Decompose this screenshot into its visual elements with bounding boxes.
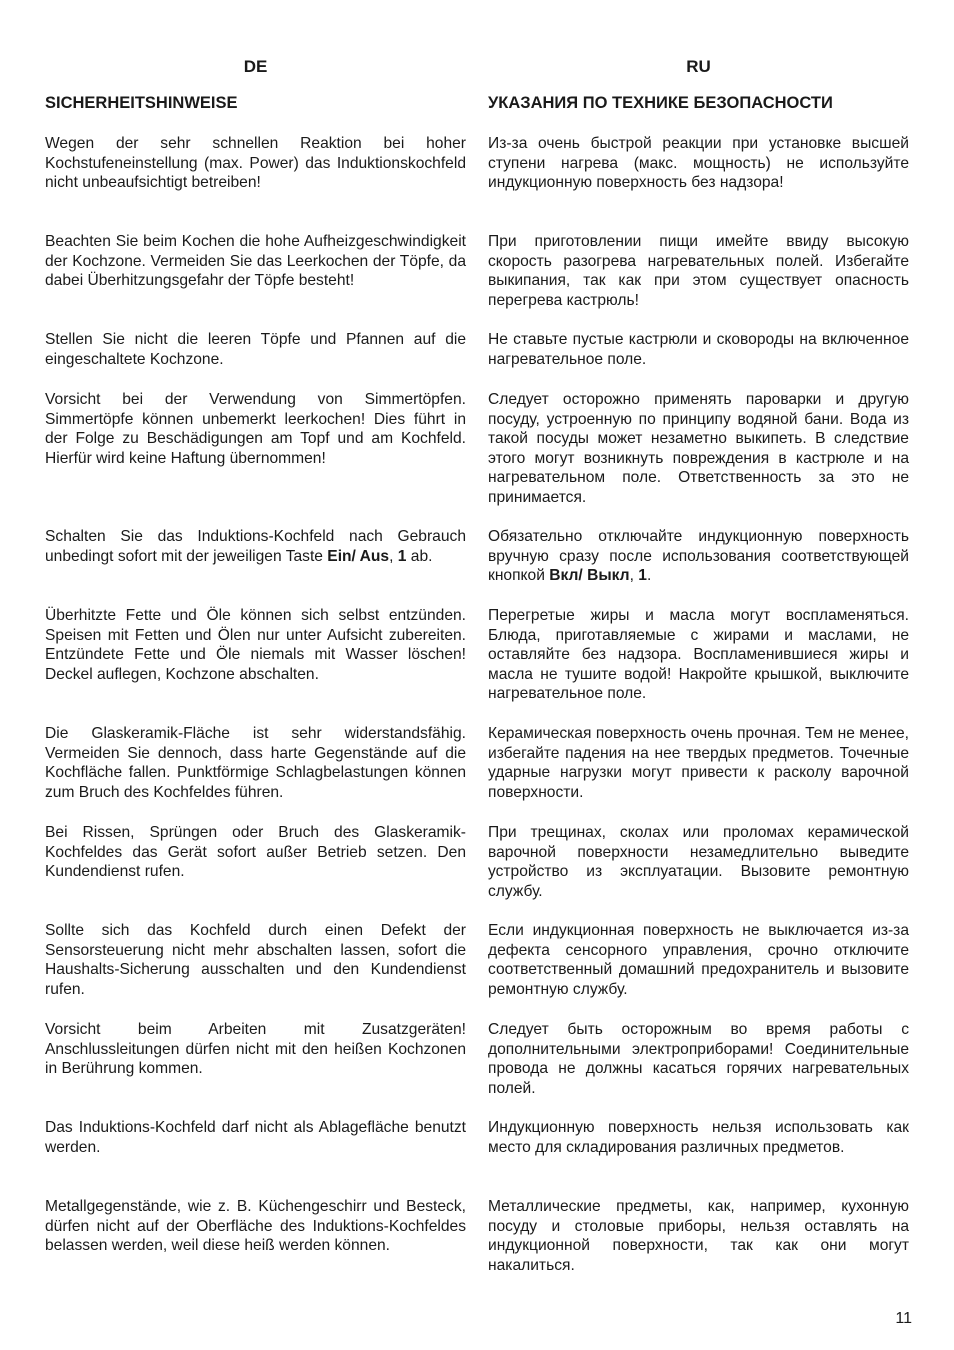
paragraph-de-3: Stellen Sie nicht die leeren Töpfe und Pfannen auf die eingeschaltete Kochzone. (45, 331, 466, 368)
paragraph-de-1: Wegen der sehr schnellen Reaktion bei hoher Kochstufeneinstellung (max. Power) das Induktionskochfeld nicht unbeaufsichtigt betreiben! (45, 135, 466, 192)
paragraph-de-5-text: Schalten Sie das Induktions-Kochfeld nach Gebrauch unbedingt sofort mit der jeweiligen Taste (45, 528, 466, 565)
paragraph-ru-1: Из-за очень быстрой реакции при установке высшей ступени нагрева (макс. мощность) не используйте индукционную поверхность без надзора! (488, 135, 909, 192)
paragraph-de-6: Überhitzte Fette und Öle können sich selbst entzünden. Speisen mit Fetten und Ölen nur unter Aufsicht zubereiten. Entzündete Fette und Öle niemals mit Wasser löschen! Deckel auflegen, Kochzone abschalten. (45, 607, 466, 683)
key-label-on-off-ru: Вкл/ Выкл (549, 567, 630, 585)
paragraph-ru-8: При трещинах, сколах или проломах керамической варочной поверхности незамедлительно выведите устройство из эксплуатации. Вызовите ремонтную службу. (488, 824, 909, 900)
paragraph-ru-5-sep: , (629, 567, 639, 585)
paragraph-de-9: Sollte sich das Kochfeld durch einen Defekt der Sensorsteuerung nicht mehr abschalten lassen, sofort die Haushalts-Sicherung ausschalten und den Kundendienst rufen. (45, 922, 466, 998)
paragraph-de-5-end: ab. (406, 547, 433, 565)
section-heading-de: SICHERHEITSHINWEISE (45, 94, 238, 112)
paragraph-ru-11: Индукционную поверхность нельзя использовать как место для складирования различных предметов. (488, 1119, 909, 1156)
paragraph-de-10: Vorsicht beim Arbeiten mit Zusatzgeräten! Anschlussleitungen dürfen nicht mit den heißen Kochzonen in Berührung kommen. (45, 1021, 466, 1078)
paragraph-de-4: Vorsicht bei der Verwendung von Simmertöpfen. Simmertöpfe können unbemerkt leerkochen! Dies führt in der Folge zu Beschädigungen am Topf und am Kochfeld. Hierfür wird keine Haftung übernommen! (45, 391, 466, 467)
paragraph-ru-5 (488, 527, 909, 586)
key-number-ru: 1 (638, 567, 647, 585)
key-label-on-off-de: Ein/ Aus (327, 547, 390, 565)
paragraph-ru-4: Следует осторожно применять пароварки и другую посуду, устроенную по принципу водяной бани. Вода из такой посуды может незаметно выкипеть. В следствие этого могут возникнуть повреждения в кастрюле и на нагревательном поле. Ответственность за это не принимается. (488, 391, 909, 506)
paragraph-ru-6: Перегретые жиры и масла могут воспламеняться. Блюда, приготавляемые с жирами и маслами, не оставляйте без надзора. Воспламенившиеся жиры и масла не тушите водой! Накройте крышкой, выключите нагревательное поле. (488, 607, 909, 703)
paragraph-ru-5-text: Обязательно отключайте индукционную поверхность вручную сразу после использования соответствующей кнопкой (488, 528, 909, 585)
paragraph-ru-3: Не ставьте пустые кастрюли и сковороды на включенное нагревательное поле. (488, 331, 909, 368)
paragraph-de-11: Das Induktions-Kochfeld darf nicht als Ablagefläche benutzt werden. (45, 1119, 466, 1156)
paragraph-de-5-sep: , (389, 547, 398, 565)
section-heading-ru: УКАЗАНИЯ ПО ТЕХНИКЕ БЕЗОПАСНОСТИ (488, 94, 833, 112)
language-label-ru: RU (686, 57, 711, 76)
paragraph-de-8: Bei Rissen, Sprüngen oder Bruch des Glaskeramik-Kochfeldes das Gerät sofort außer Betrieb setzen. Den Kundendienst rufen. (45, 824, 466, 881)
paragraph-ru-10: Следует быть осторожным во время работы с дополнительными электроприборами! Соединительные провода не должны касаться горячих нагревательных полей. (488, 1021, 909, 1097)
paragraph-de-5 (45, 527, 466, 566)
paragraph-ru-9: Если индукционная поверхность не выключается из-за дефекта сенсорного управления, срочно отключите соответственный домашний предохранитель и вызовите ремонтную службу. (488, 922, 909, 998)
page-number: 11 (895, 1310, 912, 1327)
paragraph-de-7: Die Glaskeramik-Fläche ist sehr widerstandsfähig. Vermeiden Sie dennoch, dass harte Gegenstände auf die Kochfläche fallen. Punktförmige Schlagbelastungen können zum Bruch des Kochfeldes führen. (45, 725, 466, 801)
key-number-de: 1 (397, 547, 407, 565)
paragraph-de-2: Beachten Sie beim Kochen die hohe Aufheizgeschwindigkeit der Kochzone. Vermeiden Sie das Leerkochen der Töpfe, da dabei Überhitzungsgefahr der Töpfe besteht! (45, 233, 466, 290)
paragraph-ru-5-end: . (646, 567, 652, 585)
paragraph-ru-2: При приготовлении пищи имейте ввиду высокую скорость разогрева нагревательных полей. Избегайте выкипания, так как при этом существует опасность перегрева кастрюль! (488, 233, 909, 309)
paragraph-de-12: Metallgegenstände, wie z. B. Küchengeschirr und Besteck, dürfen nicht auf der Oberfläche des Induktions-Kochfeldes belassen werden, weil diese heiß werden können. (45, 1198, 466, 1255)
paragraph-ru-12: Металлические предметы, как, например, кухонную посуду и столовые приборы, нельзя оставлять на индукционной поверхности, так как они могут накалиться. (488, 1198, 909, 1274)
language-label-de: DE (243, 57, 268, 76)
paragraph-ru-7: Керамическая поверхность очень прочная. Тем не менее, избегайте падения на нее твердых предметов. Точечные ударные нагрузки могут привести к расколу варочной поверхности. (488, 725, 909, 801)
